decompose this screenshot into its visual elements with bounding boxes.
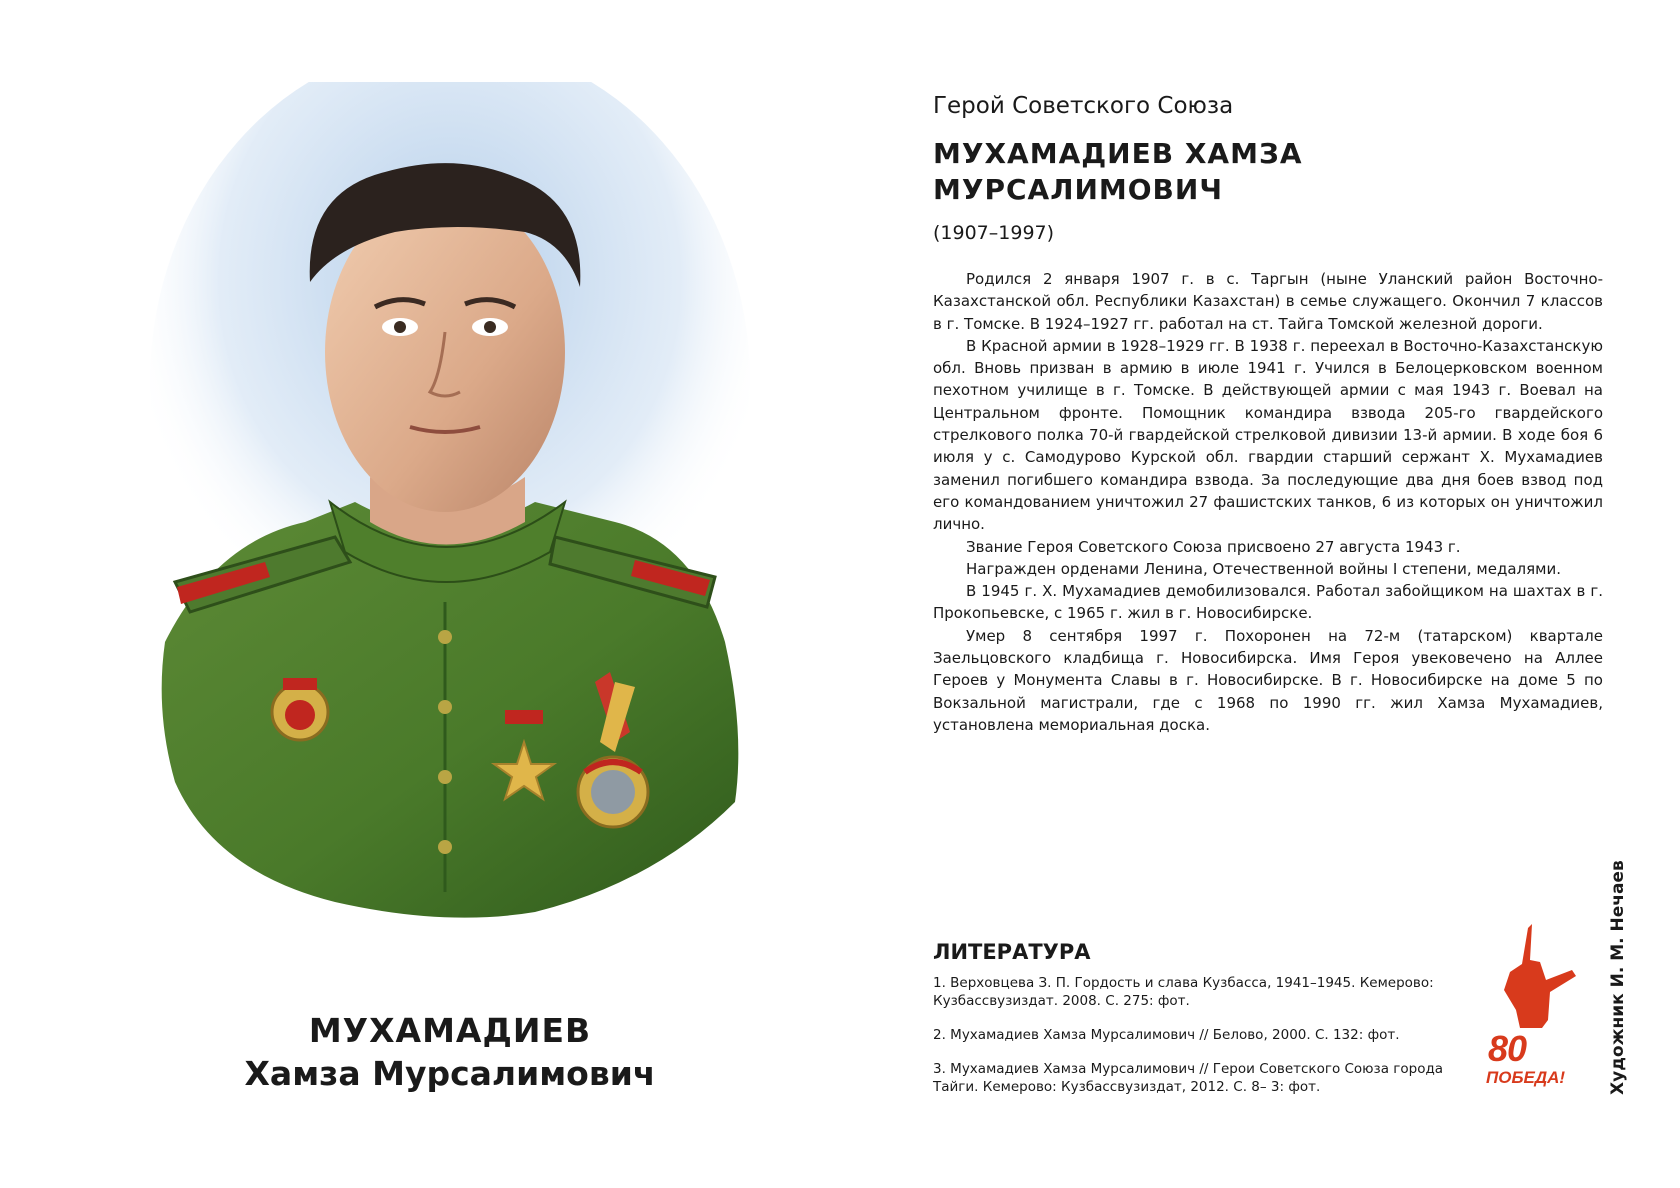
literature-item: 3. Мухамадиев Хамза Мурсалимович // Герои Советского Союза города Тайги. Кемерово: Кузбассвузиздат, 2012. С. 8– 3: фот. xyxy=(933,1061,1444,1095)
biography-text xyxy=(933,268,1603,736)
bio-paragraph: Награжден орденами Ленина, Отечественной войны I степени, медалями. xyxy=(966,559,1561,578)
literature-item: 2. Мухамадиев Хамза Мурсалимович // Белово, 2000. С. 132: фот. xyxy=(933,1027,1400,1043)
page-title: МУХАМАДИЕВ ХАМЗА МУРСАЛИМОВИЧ xyxy=(933,137,1303,206)
literature-item: 1. Верховцева З. П. Гордость и слава Кузбасса, 1941–1945. Кемерово: Кузбассвузиздат. 2008. С. 275: фот. xyxy=(933,975,1434,1009)
hero-portrait-painting-icon xyxy=(95,82,805,1007)
bio-paragraph: Родился 2 января 1907 г. в с. Таргын (ныне Уланский район Восточно-Казахстанской обл. Республики Казахстан) в семье служащего. Окончил 7 классов в г. Томске. В 1924–1927 гг. работал на ст. Тайга Томской железной дороги. xyxy=(933,270,1603,333)
bio-paragraph: Умер 8 сентября 1997 г. Похоронен на 72-м (татарском) квартале Заельцовского кладбища г. Новосибирска. Имя Героя увековечено на Аллее Героев у Монумента Славы в г. Новосибирске. В г. Новосибирске на доме 5 по Вокзальной магистрали, где с 1968 по 1990 гг. жил Хамза Мухамадиев, установлена мемориальная доска. xyxy=(933,626,1603,734)
hero-portrait xyxy=(95,82,805,1007)
logo-word: ПОБЕДА! xyxy=(1486,1068,1566,1087)
artist-credit: Художник И. М. Нечаев xyxy=(1608,860,1628,1095)
page-subtitle: Герой Советского Союза xyxy=(933,93,1234,119)
bio-paragraph: В Красной армии в 1928–1929 гг. В 1938 г. переехал в Восточно-Казахстанскую обл. Вновь призван в армию в июле 1941 г. Учился в Белоцерковском военном пехотном училище в г. Томске. В действующей армии с мая 1943 г. Воевал на Центральном фронте. Помощник командира взвода 205-го гвардейского стрелкового полка 70-й гвардейской стрелковой дивизии 13-й армии. В ходе боя 6 июля у с. Самодурово Курской обл. гвардии старший сержант Х. Мухамадиев заменил погибшего командира взвода. За последующие два дня боев взвод под его командованием уничтожил 27 фашистских танков, 6 из которых он уничтожил лично. xyxy=(933,336,1603,534)
biography-column xyxy=(933,90,1603,736)
caption-surname: МУХАМАДИЕВ xyxy=(308,1011,592,1050)
caption-given-name: Хамза Мурсалимович xyxy=(244,1054,656,1093)
literature-section xyxy=(933,938,1453,1112)
literature-heading: ЛИТЕРАТУРА xyxy=(933,940,1091,964)
victory-80-logo xyxy=(1480,920,1588,1105)
life-years: (1907–1997) xyxy=(933,222,1055,244)
bio-paragraph: Звание Героя Советского Союза присвоено 27 августа 1943 г. xyxy=(966,537,1461,556)
portrait-caption xyxy=(95,1010,805,1096)
bio-paragraph: В 1945 г. Х. Мухамадиев демобилизовался. Работал забойщиком на шахтах в г. Прокопьевске, с 1965 г. жил в г. Новосибирске. xyxy=(933,582,1603,623)
logo-number: 80 xyxy=(1488,1028,1527,1069)
